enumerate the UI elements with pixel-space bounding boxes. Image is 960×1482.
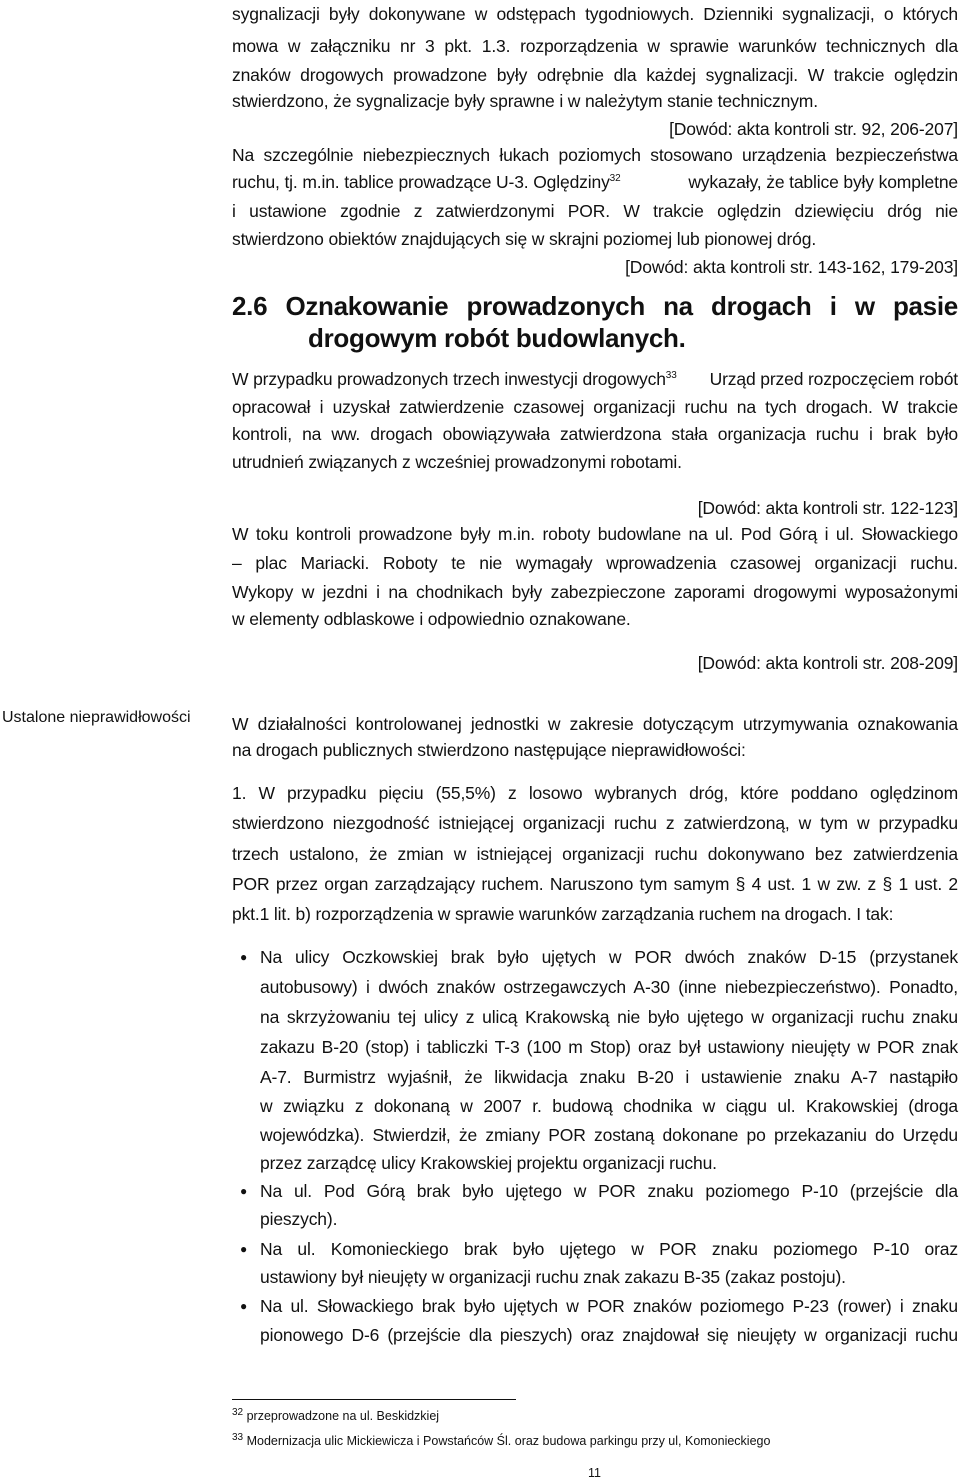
text-line: pieszych). (260, 1209, 338, 1229)
text-line: W toku kontroli prowadzone były m.in. roboty budowlane na ul. Pod Górą i ul. Słowackiego (232, 524, 958, 544)
bullet-item: ● Na ulicy Oczkowskiej brak było ujętych w POR dwóch znaków D-15 (przystanek (260, 944, 958, 970)
text-line: pkt.1 lit. b) rozporządzenia w sprawie warunków zarządzania ruchem na drogach. I tak: (232, 904, 894, 924)
text-line: ustawiony był nieujęty w organizacji ruchu znak zakazu B-35 (zakaz postoju). (260, 1267, 846, 1287)
footnote (232, 1433, 770, 1449)
text-line: i ustawione zgodnie z zatwierdzonymi POR. W trakcie oględzin dziewięciu dróg nie (232, 201, 958, 221)
footnote-number: 32 (232, 1406, 244, 1418)
heading-word: prowadzonych (466, 291, 645, 321)
evidence-reference: [Dowód: akta kontroli str. 143-162, 179-203] (625, 257, 958, 277)
text-line: na drogach publicznych stwierdzono następujące nieprawidłowości: (232, 740, 746, 760)
footnote-text: przeprowadzone na ul. Beskidzkiej (243, 1409, 440, 1423)
text-fragment: wykazały, że tablice były kompletne (688, 172, 958, 192)
text-line: pionowego D-6 (przejście dla pieszych) oraz znajdował się nieujęty w organizacji ruchu (260, 1325, 958, 1345)
heading-word: drogach (711, 291, 812, 321)
footnote-separator (232, 1399, 516, 1400)
side-label: Ustalone nieprawidłowości (2, 709, 191, 726)
text-line: mowa w załączniku nr 3 pkt. 1.3. rozporządzenia w sprawie warunków technicznych dla (232, 36, 958, 56)
evidence-reference: [Dowód: akta kontroli str. 92, 206-207] (669, 119, 958, 139)
text-line: kontroli, na ww. drogach obowiązywała zatwierdzona stała organizacja ruchu i brak było (232, 424, 958, 444)
text-line: przez zarządcę ulicy Krakowskiej projektu organizacji ruchu. (260, 1153, 717, 1173)
text-line: wojewódzka). Stwierdził, że zmiany POR zostaną dokonane po przekazaniu do Urzędu (260, 1125, 958, 1145)
bullet-list (260, 0, 958, 1400)
text-line: W działalności kontrolowanej jednostki w zakresie dotyczącym utrzymywania oznakowania (232, 714, 958, 734)
numbered-point: 1. W przypadku pięciu (55,5%) z losowo wybranych dróg, które poddano oględzinom (232, 783, 958, 803)
text-line: znaków drogowych prowadzone były odrębnie dla każdej sygnalizacji. W trakcie oględzin (232, 65, 958, 85)
page-number: 11 (588, 1466, 601, 1480)
text-line: stwierdzono niezgodność istniejącej organizacji ruchu z zatwierdzoną, w tym w przypadku (232, 813, 958, 833)
footnote-ref: 32 (609, 173, 621, 185)
text-line: w elementy odblaskowe i odpowiednio oznakowane. (232, 609, 631, 629)
bullet-item: ● Na ul. Pod Górą brak było ujętego w POR znaku poziomego P-10 (przejście dla (260, 1178, 958, 1204)
text-line: stwierdzono, że sygnalizacje były sprawne i w należytym stanie technicznym. (232, 91, 818, 111)
text-line: utrudnień związanych z wcześniej prowadzonymi robotami. (232, 452, 682, 472)
footnote-text: Modernizacja ulic Mickiewicza i Powstańców Śl. oraz budowa parkingu przy ul, Komonieckiego (243, 1434, 771, 1448)
heading-word: i (829, 291, 837, 321)
text-fragment: ruchu, tj. m.in. tablice prowadzące U-3. Oględziny$^{32}$ (232, 172, 621, 192)
text-line: trzech ustalono, że zmian w istniejącej organizacji ruchu dokonywano bez zatwierdzenia (232, 844, 958, 864)
text-line: POR przez organ zarządzający ruchem. Naruszono tym samym § 4 ust. 1 w zw. z § 1 ust. 2 (232, 874, 958, 894)
footnote-number: 33 (232, 1431, 244, 1443)
bullet-item: ● Na ul. Słowackiego brak było ujętych w POR znaków poziomego P-23 (rower) i znaku (260, 1293, 958, 1319)
bullet-item: ● Na ul. Komonieckiego brak było ujętego w POR znaku poziomego P-10 oraz (260, 1236, 958, 1262)
text-line: A-7. Burmistrz wyjaśnił, że likwidacja znaku B-20 i ustawienie znaku A-7 nastąpiło (260, 1067, 958, 1087)
text-line: na skrzyżowaniu tej ulicy z ulicą Krakowską nie było ujętego w organizacji ruchu znaku (260, 1007, 958, 1027)
text-line: Wykopy w jezdni i na chodnikach były zabezpieczone zaporami drogowymi wyposażonymi (232, 582, 958, 602)
text-line: w związku z dokonaną w 2007 r. budową chodnika w ciągu ul. Krakowskiej (droga (260, 1096, 958, 1116)
heading-word: Oznakowanie (285, 291, 449, 321)
evidence-reference: [Dowód: akta kontroli str. 208-209] (697, 653, 958, 673)
footnote (232, 1408, 439, 1424)
text-line: opracował i uzyskał zatwierdzenie czasowej organizacji ruchu na tych drogach. W trakcie (232, 397, 958, 417)
heading-word: pasie (892, 291, 958, 321)
heading-number: 2.6 (232, 291, 268, 321)
text-line: Na szczególnie niebezpiecznych łukach poziomych stosowano urządzenia bezpieczeństwa (232, 145, 958, 165)
text-line: zakazu B-20 (stop) i tabliczki T-3 (100 m Stop) oraz był ustawiony nieujęty w POR znak (260, 1037, 958, 1057)
heading-word: w (854, 291, 875, 321)
text-line: stwierdzono obiektów znajdujących się w skrajni poziomej lub pionowej dróg. (232, 229, 817, 249)
text-fragment: Urząd przed rozpoczęciem robót (709, 369, 958, 389)
heading-word: na (663, 291, 693, 321)
section-heading-cont: drogowym robót budowlanych. (308, 323, 686, 353)
text-line: sygnalizacji były dokonywane w odstępach tygodniowych. Dzienniki sygnalizacji, o których (232, 4, 958, 24)
text-line: autobusowy) i dwóch znaków ostrzegawczych A-30 (inne niebezpieczeństwo). Ponadto, (260, 977, 958, 997)
text-line: – plac Mariacki. Roboty te nie wymagały wprowadzenia czasowej organizacji ruchu. (232, 553, 958, 573)
footnote-ref: 33 (665, 370, 677, 382)
text-fragment: W przypadku prowadzonych trzech inwestycji drogowych$^{33}$ (232, 369, 677, 389)
evidence-reference: [Dowód: akta kontroli str. 122-123] (697, 498, 958, 518)
